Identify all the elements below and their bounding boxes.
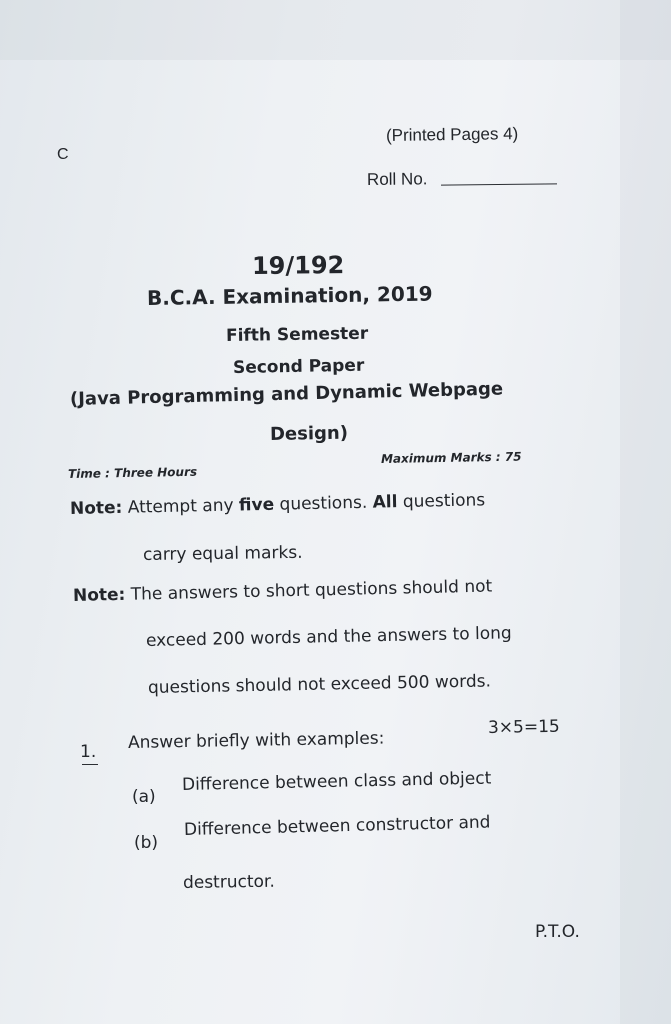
roll-no-blank (441, 183, 557, 185)
paper-code: 19/192 (251, 251, 345, 280)
paper-fold-shade (0, 0, 671, 60)
note-2-line-3: questions should not exceed 500 words. (147, 671, 492, 698)
part-a-text: Difference between class and object (181, 768, 492, 795)
part-b-text-2: destructor. (182, 871, 275, 893)
note-1-text-b: questions. (279, 492, 368, 515)
note-1-text-a: Attempt any (127, 495, 234, 518)
exam-title: B.C.A. Examination, 2019 (146, 281, 433, 310)
roll-no-label: Roll No. (366, 169, 428, 189)
question-1-underline (82, 764, 98, 765)
part-b-text-1: Difference between constructor and (183, 812, 491, 840)
note-1-line-1 (70, 490, 486, 519)
note-2-text-1: The answers to short questions should not (130, 576, 493, 605)
note-1-emphasis-five: five (238, 494, 275, 516)
note-1-text-c: questions (402, 490, 486, 513)
paper-fold-shade-right (620, 0, 671, 1024)
part-b-label: (b) (134, 833, 159, 853)
maximum-marks: Maximum Marks : 75 (380, 449, 522, 466)
note-1-line-2: carry equal marks. (142, 542, 303, 565)
subject-line-1: (Java Programming and Dynamic Webpage (69, 378, 504, 410)
note-1-emphasis-all: All (372, 492, 398, 513)
exam-time: Time : Three Hours (67, 464, 198, 481)
set-code: C (57, 146, 69, 163)
question-1-text: Answer briefly with examples: (127, 728, 385, 753)
note-2-label: Note: (72, 584, 126, 606)
paper-number: Second Paper (232, 355, 365, 378)
question-1-marks: 3×5=15 (487, 716, 560, 738)
semester: Fifth Semester (225, 323, 369, 346)
note-2-line-2: exceed 200 words and the answers to long (145, 623, 512, 651)
part-a-label: (a) (132, 787, 156, 807)
question-1-number: 1. (80, 742, 97, 762)
subject-line-2: Design) (269, 422, 349, 445)
note-1-label: Note: (69, 497, 123, 519)
printed-pages: (Printed Pages 4) (385, 124, 519, 145)
note-2-line-1 (73, 576, 493, 606)
pto-marker: P.T.O. (535, 922, 580, 942)
